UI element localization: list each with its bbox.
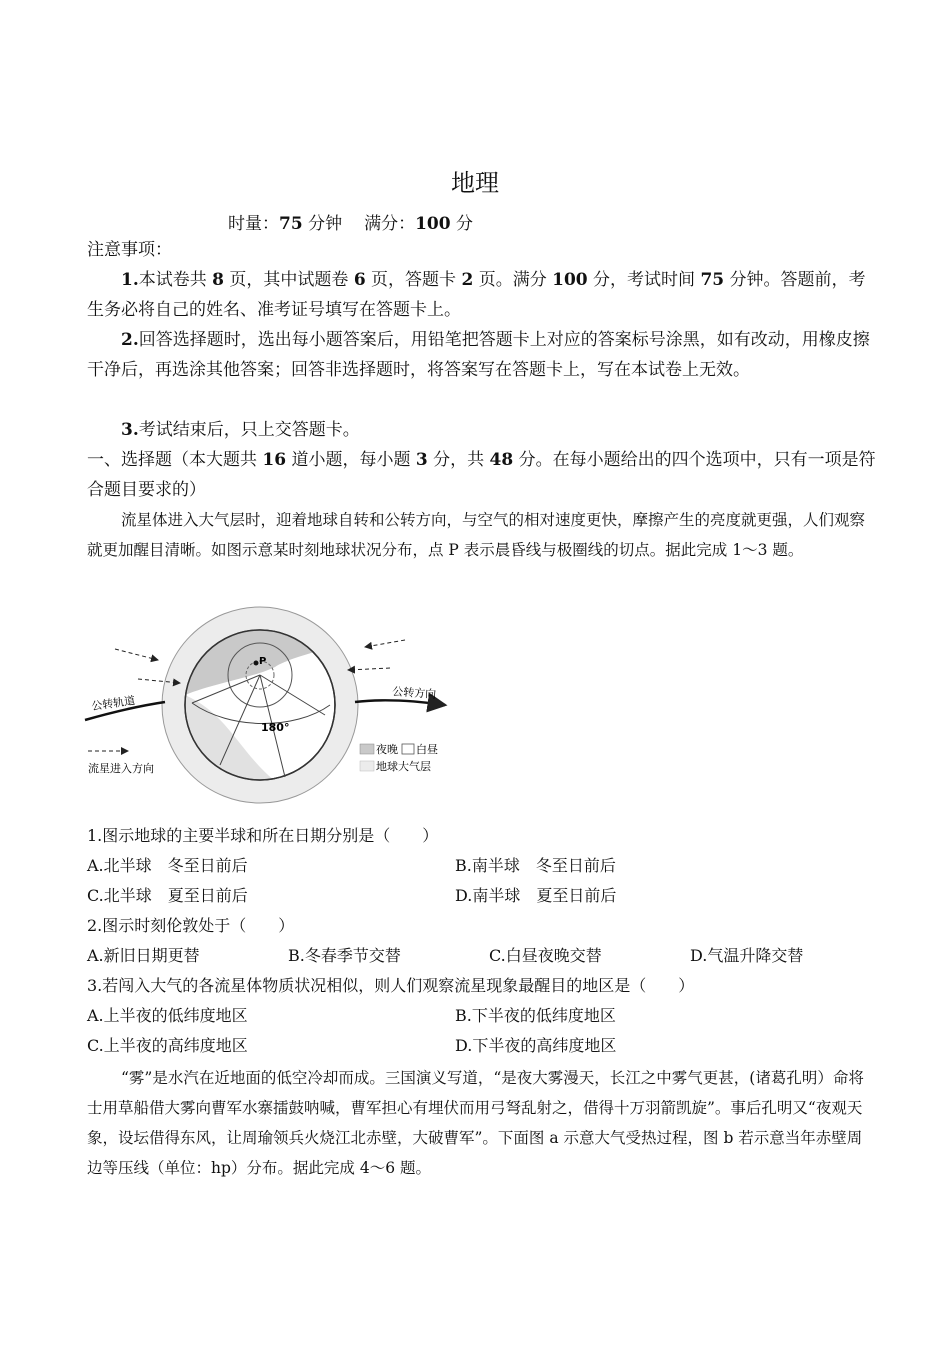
notice-heading: 注意事项： [87,240,172,260]
meteor-arrow-1 [115,649,158,660]
text-run: 2 [461,270,474,290]
notice-item-1 [87,265,877,325]
text-run: 6 [353,270,366,290]
legend-atmosphere-swatch [360,761,374,771]
q3-option-b: B.下半夜的低纬度地区 [455,1006,616,1025]
time-label: 时量： [228,214,279,234]
q3-stem: 3.若闯入大气的各流星体物质状况相似，则人们观察流星现象最醒目的地区是（ ） [87,976,695,995]
text-run: 75 [700,270,725,290]
score-value: 100 [415,214,451,234]
text-run: 一、选择题（本大题共 [87,450,263,470]
q2-option-b: B.冬春季节交替 [288,946,401,965]
q3-option-d: D.下半夜的高纬度地区 [455,1036,617,1055]
legend-night-swatch [360,744,374,754]
text-run: 页。满分 [473,270,553,290]
q2-option-d: D.气温升降交替 [690,946,804,965]
text-run: 页，其中试题卷 [224,270,354,290]
exam-meta [228,209,473,234]
legend-day-label: 白昼 [416,743,438,756]
legend-atmosphere-label: 地球大气层 [376,760,431,773]
section-heading [87,445,877,505]
text-run: 道小题，每小题 [286,450,416,470]
q2-stem: 2.图示时刻伦敦处于（ ） [87,916,295,935]
meteor-arrow-3 [365,640,405,647]
earth-figure [80,605,470,810]
text-run: 分，考试时间 [587,270,701,290]
page-title: 地理 [451,169,499,197]
point-p [254,661,259,666]
q1-option-d: D.南半球 夏至日前后 [455,886,617,905]
meridian-180-label: 180° [261,721,290,734]
q3-option-c: C.上半夜的高纬度地区 [87,1036,248,1055]
orbit-label: 公转轨道 [90,693,136,713]
notice-item-2 [87,325,877,385]
text-run: 页，答题卡 [365,270,462,290]
q2-option-a: A.新旧日期更替 [87,946,200,965]
point-p-label: P [259,656,267,667]
q1-option-b: B.南半球 冬至日前后 [455,856,616,875]
meteor-arrow-4 [348,668,390,670]
legend-meteor-label: 流星进入方向 [88,762,154,775]
q2-option-c: C.白昼夜晚交替 [489,946,602,965]
direction-label: 公转方向 [391,685,437,702]
notice-item-3-text: 考试结束后，只上交答题卡。 [138,420,360,440]
text-run: 分。在每小题给出的四个选项中，只有一项是符合题目要求的） [87,450,876,500]
q1-option-c: C.北半球 夏至日前后 [87,886,248,905]
text-run: 3 [415,450,428,470]
q1-stem: 1.图示地球的主要半球和所在日期分别是（ ） [87,826,439,845]
legend-day-swatch [402,744,414,754]
text-run: 分钟。答题前，考生务必将自己的姓名、准考证号填写在答题卡上。 [87,270,866,320]
q3-option-a: A.上半夜的低纬度地区 [87,1006,248,1025]
legend-night-label: 夜晚 [376,743,398,756]
time-value: 75 [279,214,303,234]
text-run: 1. [121,270,139,290]
notice-item-3-number: 3. [121,420,139,440]
text-run: 8 [212,270,224,290]
intro-paragraph-1: 流星体进入大气层时，迎着地球自转和公转方向，与空气的相对速度更快，摩擦产生的亮度就更强，人们观察就更加醒目清晰。如图示意某时刻地球状况分布，点 P 表示晨昏线与极圈线的切点。据此完成 1～3 题。 [87,511,866,559]
text-run: 本试卷共 [138,270,213,290]
intro-paragraph-2: “雾”是水汽在近地面的低空冷却而成。三国演义写道，“是夜大雾漫天，长江之中雾气更甚，(诸葛孔明）命将士用草船借大雾向曹军水寨擂鼓呐喊，曹军担心有埋伏而用弓弩乱射之，借得十万羽箭凯旋”。事后孔明又“夜观天象，设坛借得东风，让周瑜领兵火烧江北赤壁，大破曹军”。下面图 a 示意大气受热过程，图 b 若示意当年赤壁周边等压线（单位：hp）分布。据此完成 4～6 题。 [87,1069,864,1177]
score-unit: 分 [450,214,473,234]
text-run: 48 [489,450,514,470]
score-label: 满分： [364,214,416,234]
text-run: 16 [262,450,287,470]
time-unit: 分钟 [302,214,343,234]
orbit-line-right [355,700,445,705]
text-run: 100 [552,270,588,290]
text-run: 分，共 [427,450,490,470]
notice-item-2-number: 2. [121,330,139,350]
notice-item-2-text: 回答选择题时，选出每小题答案后，用铅笔把答题卡上对应的答案标号涂黑，如有改动，用橡皮擦干净后，再选涂其他答案；回答非选择题时，将答案写在答题卡上，写在本试卷上无效。 [87,330,870,380]
q1-option-a: A.北半球 冬至日前后 [87,856,248,875]
notice-item-3 [87,415,877,445]
